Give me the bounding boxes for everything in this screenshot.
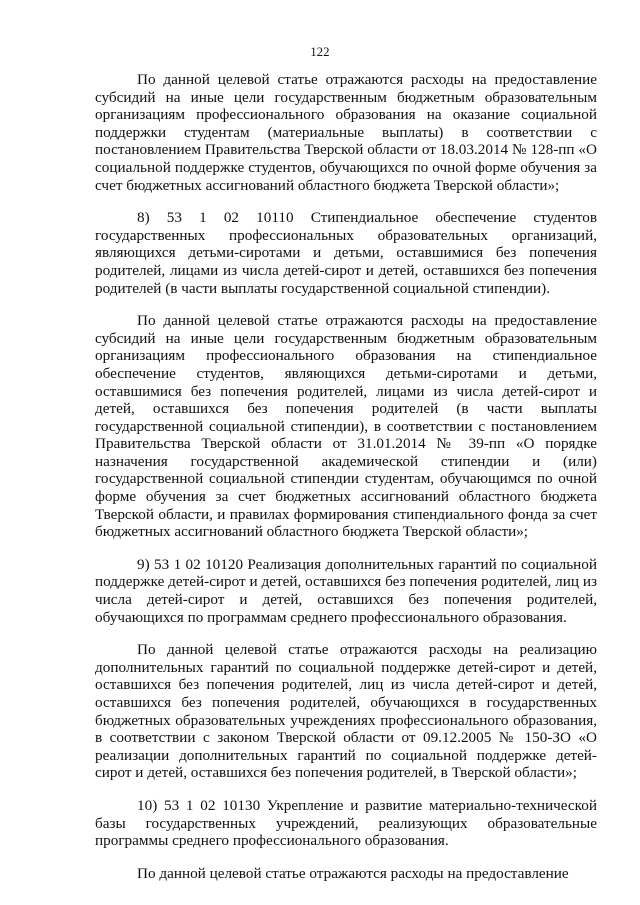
paragraph-subsidy-stipend: По данной целевой статье отражаются расходы на предоставление субсидий на иные цели государственным бюджетным образовательным организациям профессионального образования на стипендиальное обеспечение студентов, являющихся детьми-сиротами и детьми, оставшимися без попечения родителей, лицами из числа детей-сирот и детей, оставшихся без попечения родителей (в части выплаты государственной социальной стипендии), в соответствии с постановлением Правительства Тверской области от 31.01.2014 № 39-пп «О порядке назначения государственной академической стипендии и (или) государственной социальной стипендии студентам, обучающимся по очной форме обучения за счет бюджетных ассигнований областного бюджета Тверской области, и правилах формирования стипендиального фонда за счет бюджетных ассигнований областного бюджета Тверской области»; xyxy=(95,312,597,541)
document-body xyxy=(95,71,597,882)
paragraph-item-10-material-base: 10) 53 1 02 10130 Укрепление и развитие материально-технической базы государственных учреждений, реализующих образовательные программы среднего профессионального образования. xyxy=(95,796,597,850)
paragraph-subsidy-social-support: По данной целевой статье отражаются расходы на предоставление субсидий на иные цели государственным бюджетным образовательным организациям профессионального образования на оказание социальной поддержки студентам (материальные выплаты) в соответствии с постановлением Правительства Тверской области от 18.03.2014 № 128-пп «О социальной поддержке студентов, обучающихся по очной форме обучения за счет бюджетных ассигнований областного бюджета Тверской области»; xyxy=(95,71,597,194)
paragraph-guarantees-law: По данной целевой статье отражаются расходы на реализацию дополнительных гарантий по социальной поддержке детей-сирот и детей, оставшихся без попечения родителей, лиц из числа детей-сирот и детей, оставшихся без попечения родителей, обучающихся в государственных бюджетных образовательных учреждениях профессионального образования, в соответствии с законом Тверской области от 09.12.2005 № 150-ЗО «О реализации дополнительных гарантий по социальной поддержке детей-сирот и детей, оставшихся без попечения родителей, в Тверской области»; xyxy=(95,641,597,782)
paragraph-continued: По данной целевой статье отражаются расходы на предоставление xyxy=(137,864,569,882)
page-number: 122 xyxy=(310,45,330,59)
paragraph-item-9-guarantees: 9) 53 1 02 10120 Реализация дополнительных гарантий по социальной поддержке детей-сирот и детей, оставшихся без попечения родителей, лиц из числа детей-сирот и детей, оставшихся без попечения родителей, обучающихся по программам среднего профессионального образования. xyxy=(95,555,597,626)
paragraph-item-8-stipend: 8) 53 1 02 10110 Стипендиальное обеспечение студентов государственных профессиональных образовательных организаций, являющихся детьми-сиротами и детьми, оставшимися без попечения родителей, лицами из числа детей-сирот и детей, оставшихся без попечения родителей (в части выплаты государственной социальной стипендии). xyxy=(95,209,597,297)
